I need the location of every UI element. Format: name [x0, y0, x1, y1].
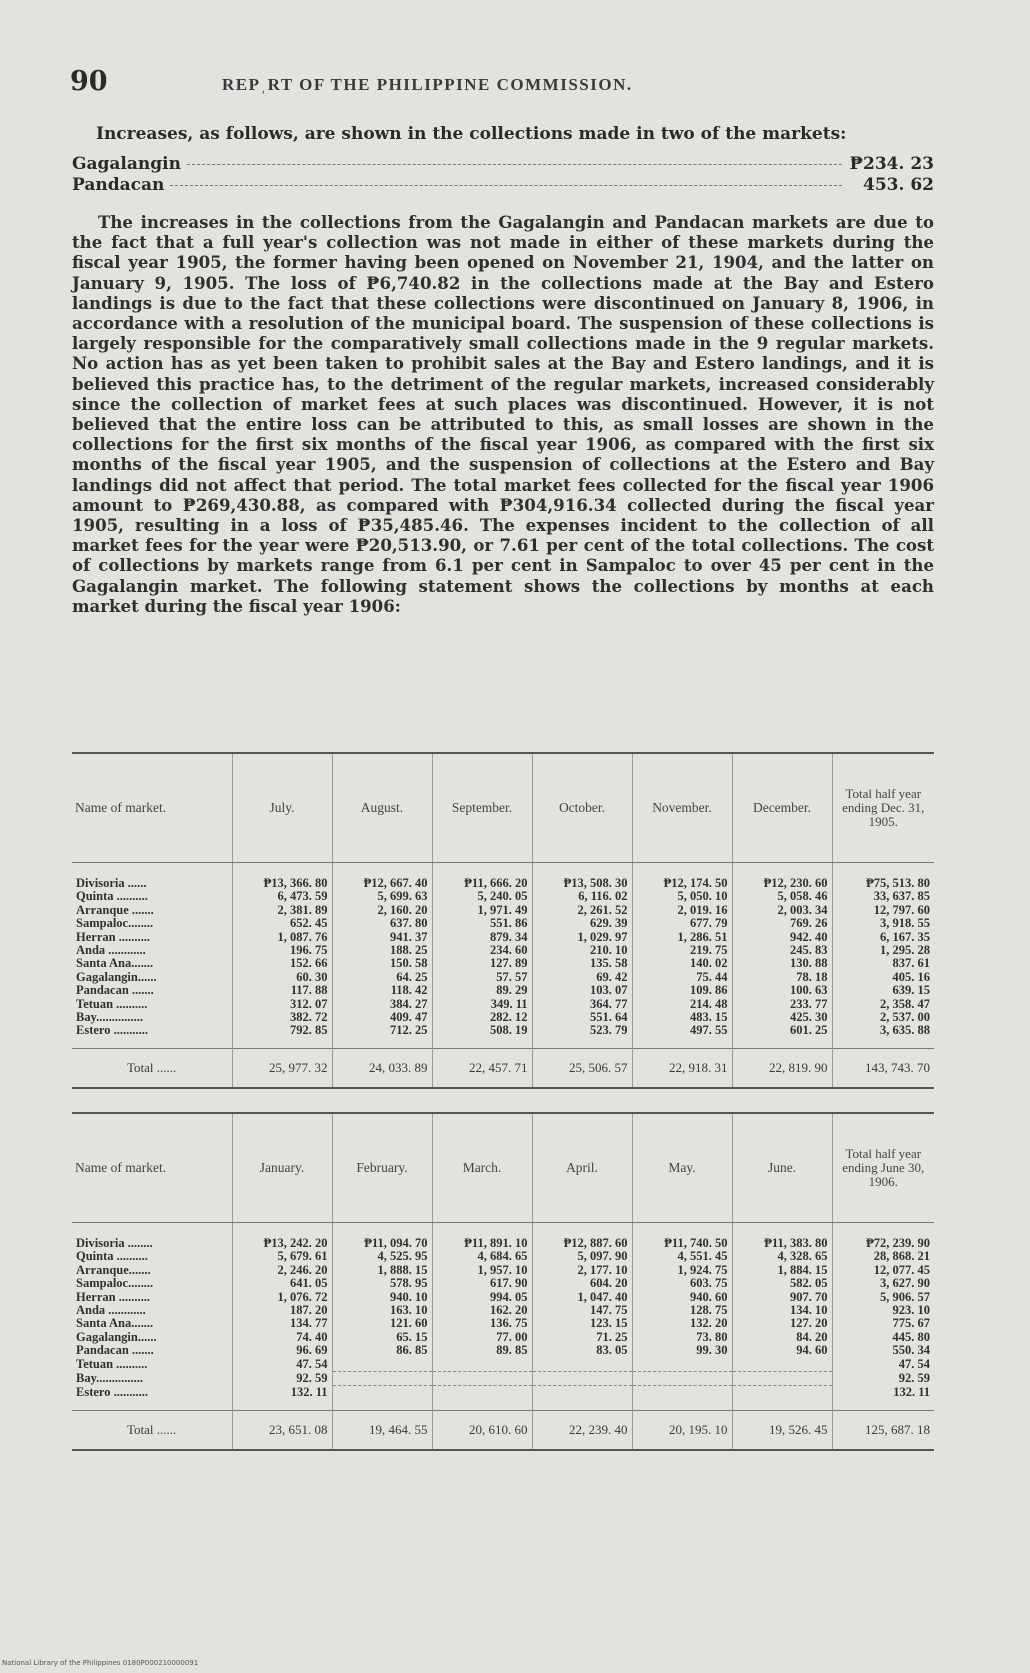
- table-row: [72, 890, 934, 903]
- increases-list: [72, 154, 934, 196]
- amount-cell: 508. 19: [432, 1024, 532, 1048]
- amount-cell: 140. 02: [632, 957, 732, 970]
- total-amount-cell: 22, 918. 31: [632, 1048, 732, 1088]
- amount-cell: 77. 00: [432, 1331, 532, 1344]
- total-amount-cell: 143, 743. 70: [832, 1048, 934, 1088]
- collections-table-first-half: [72, 752, 934, 1089]
- amount-cell: ₱12, 887. 60: [532, 1223, 632, 1251]
- market-name-cell: Quinta ..........: [76, 889, 148, 904]
- amount-cell: 210. 10: [532, 944, 632, 957]
- amount-cell: 6, 167. 35: [832, 931, 934, 944]
- amount-cell: 409. 47: [332, 1011, 432, 1024]
- amount-cell: 127. 89: [432, 957, 532, 970]
- amount-cell: 550. 34: [832, 1344, 934, 1357]
- market-name-cell: Herran ..........: [76, 929, 150, 944]
- market-name-cell: Sampaloc........: [76, 916, 154, 931]
- total-amount-cell: 25, 977. 32: [232, 1048, 332, 1088]
- amount-cell: 121. 60: [332, 1317, 432, 1330]
- market-name-cell: Anda ............: [76, 1303, 146, 1318]
- amount-cell: [332, 1358, 432, 1372]
- market-name-cell: Arranque .......: [76, 902, 154, 917]
- total-amount-cell: 19, 464. 55: [332, 1410, 432, 1450]
- amount-cell: 86. 85: [332, 1344, 432, 1357]
- amount-cell: 1, 957. 10: [432, 1264, 532, 1277]
- total-amount-cell: 125, 687. 18: [832, 1410, 934, 1450]
- amount-cell: 382. 72: [232, 1011, 332, 1024]
- amount-cell: 100. 63: [732, 984, 832, 997]
- amount-cell: 923. 10: [832, 1304, 934, 1317]
- amount-cell: 134. 10: [732, 1304, 832, 1317]
- market-name-cell: Herran ..........: [76, 1289, 150, 1304]
- amount-cell: 1, 286. 51: [632, 931, 732, 944]
- total-label: Total ......: [72, 1048, 232, 1088]
- amount-cell: ₱13, 242. 20: [232, 1223, 332, 1251]
- amount-cell: 712. 25: [332, 1024, 432, 1048]
- amount-cell: [432, 1386, 532, 1410]
- amount-cell: 2, 160. 20: [332, 904, 432, 917]
- amount-cell: [732, 1358, 832, 1372]
- amount-cell: [632, 1386, 732, 1410]
- amount-cell: 109. 86: [632, 984, 732, 997]
- amount-cell: 775. 67: [832, 1317, 934, 1330]
- table-row: [72, 1358, 934, 1372]
- amount-cell: 75. 44: [632, 971, 732, 984]
- amount-cell: 57. 57: [432, 971, 532, 984]
- amount-cell: [332, 1386, 432, 1410]
- amount-cell: 130. 88: [732, 957, 832, 970]
- market-name-cell: Gagalangin......: [76, 969, 157, 984]
- amount-cell: 629. 39: [532, 917, 632, 930]
- amount-cell: 4, 525. 95: [332, 1250, 432, 1263]
- amount-cell: 187. 20: [232, 1304, 332, 1317]
- table-row: [72, 863, 934, 891]
- amount-cell: 94. 60: [732, 1344, 832, 1357]
- table-header-row: [72, 753, 934, 863]
- amount-cell: 2, 261. 52: [532, 904, 632, 917]
- amount-cell: 128. 75: [632, 1304, 732, 1317]
- amount-cell: 425. 30: [732, 1011, 832, 1024]
- amount-cell: 152. 66: [232, 957, 332, 970]
- table-row: [72, 1386, 934, 1410]
- column-header-month: March.: [432, 1113, 532, 1223]
- amount-cell: 163. 10: [332, 1304, 432, 1317]
- amount-cell: 405. 16: [832, 971, 934, 984]
- market-name-cell: Quinta ..........: [76, 1249, 148, 1264]
- amount-cell: 60. 30: [232, 971, 332, 984]
- table-row: [72, 1277, 934, 1290]
- amount-cell: 214. 48: [632, 998, 732, 1011]
- intro-sentence: Increases, as follows, are shown in the collections made in two of the markets:: [96, 124, 847, 144]
- total-label: Total ......: [72, 1410, 232, 1450]
- total-amount-cell: 24, 033. 89: [332, 1048, 432, 1088]
- amount-cell: 92. 59: [232, 1372, 332, 1386]
- table-row: [72, 957, 934, 970]
- total-amount-cell: 22, 457. 71: [432, 1048, 532, 1088]
- amount-cell: 617. 90: [432, 1277, 532, 1290]
- amount-cell: 127. 20: [732, 1317, 832, 1330]
- amount-cell: 132. 11: [832, 1386, 934, 1410]
- table-row: [72, 984, 934, 997]
- amount-cell: 84. 20: [732, 1331, 832, 1344]
- amount-cell: 5, 240. 05: [432, 890, 532, 903]
- table-total-row: [72, 1410, 934, 1450]
- table-row: [72, 1317, 934, 1330]
- amount-cell: 150. 58: [332, 957, 432, 970]
- amount-cell: 879. 34: [432, 931, 532, 944]
- amount-cell: ₱12, 667. 40: [332, 863, 432, 891]
- total-amount-cell: 22, 239. 40: [532, 1410, 632, 1450]
- column-header-name: Name of market.: [72, 753, 232, 863]
- market-name-cell: Estero ...........: [76, 1023, 148, 1038]
- amount-cell: 792. 85: [232, 1024, 332, 1048]
- amount-cell: ₱12, 230. 60: [732, 863, 832, 891]
- table-row: [72, 1024, 934, 1048]
- amount-cell: 2, 537. 00: [832, 1011, 934, 1024]
- increase-row: [72, 154, 934, 175]
- market-name-cell: Pandacan .......: [76, 1343, 154, 1358]
- amount-cell: ₱11, 891. 10: [432, 1223, 532, 1251]
- amount-cell: 940. 10: [332, 1291, 432, 1304]
- amount-cell: 5, 906. 57: [832, 1291, 934, 1304]
- amount-cell: [732, 1372, 832, 1386]
- table-row: [72, 1264, 934, 1277]
- amount-cell: 162. 20: [432, 1304, 532, 1317]
- amount-cell: 641. 05: [232, 1277, 332, 1290]
- market-name-cell: Divisoria ......: [76, 876, 147, 890]
- increase-row: [72, 175, 934, 196]
- amount-cell: ₱11, 740. 50: [632, 1223, 732, 1251]
- amount-cell: 652. 45: [232, 917, 332, 930]
- amount-cell: 677. 79: [632, 917, 732, 930]
- amount-cell: 64. 25: [332, 971, 432, 984]
- amount-cell: 136. 75: [432, 1317, 532, 1330]
- market-name-cell: Santa Ana.......: [76, 1316, 154, 1331]
- amount-cell: 582. 05: [732, 1277, 832, 1290]
- amount-cell: [632, 1372, 732, 1386]
- amount-cell: 6, 473. 59: [232, 890, 332, 903]
- amount-cell: 196. 75: [232, 944, 332, 957]
- amount-cell: 74. 40: [232, 1331, 332, 1344]
- amount-cell: 83. 05: [532, 1344, 632, 1357]
- amount-cell: 92. 59: [832, 1372, 934, 1386]
- table-row: [72, 904, 934, 917]
- total-amount-cell: 20, 610. 60: [432, 1410, 532, 1450]
- amount-cell: 132. 20: [632, 1317, 732, 1330]
- market-name-cell: Divisoria ........: [76, 1236, 153, 1250]
- amount-cell: 4, 551. 45: [632, 1250, 732, 1263]
- amount-cell: [532, 1372, 632, 1386]
- amount-cell: 941. 37: [332, 931, 432, 944]
- amount-cell: ₱11, 666. 20: [432, 863, 532, 891]
- amount-cell: 994. 05: [432, 1291, 532, 1304]
- column-header-month: October.: [532, 753, 632, 863]
- amount-cell: 601. 25: [732, 1024, 832, 1048]
- amount-cell: 1, 087. 76: [232, 931, 332, 944]
- total-amount-cell: 22, 819. 90: [732, 1048, 832, 1088]
- amount-cell: 132. 11: [232, 1386, 332, 1410]
- amount-cell: 118. 42: [332, 984, 432, 997]
- amount-cell: 2, 019. 16: [632, 904, 732, 917]
- amount-cell: 3, 918. 55: [832, 917, 934, 930]
- dot-leader: [170, 185, 842, 186]
- amount-cell: 78. 18: [732, 971, 832, 984]
- amount-cell: 3, 627. 90: [832, 1277, 934, 1290]
- page-number: 90: [70, 66, 108, 97]
- increase-label: Gagalangin: [72, 154, 181, 174]
- amount-cell: 1, 295. 28: [832, 944, 934, 957]
- table-row: [72, 917, 934, 930]
- amount-cell: 117. 88: [232, 984, 332, 997]
- amount-cell: 233. 77: [732, 998, 832, 1011]
- table-row: [72, 944, 934, 957]
- market-name-cell: Bay...............: [76, 1010, 144, 1025]
- amount-cell: [732, 1386, 832, 1410]
- amount-cell: [532, 1358, 632, 1372]
- total-amount-cell: 20, 195. 10: [632, 1410, 732, 1450]
- amount-cell: [432, 1358, 532, 1372]
- total-amount-cell: 23, 651. 08: [232, 1410, 332, 1450]
- amount-cell: 604. 20: [532, 1277, 632, 1290]
- amount-cell: ₱13, 366. 80: [232, 863, 332, 891]
- table-row: [72, 971, 934, 984]
- amount-cell: ₱11, 094. 70: [332, 1223, 432, 1251]
- table-total-row: [72, 1048, 934, 1088]
- table-row: [72, 1331, 934, 1344]
- amount-cell: ₱13, 508. 30: [532, 863, 632, 891]
- running-head: REPˌRT OF THE PHILIPPINE COMMISSION.: [222, 75, 633, 94]
- amount-cell: 28, 868. 21: [832, 1250, 934, 1263]
- amount-cell: 497. 55: [632, 1024, 732, 1048]
- amount-cell: 364. 77: [532, 998, 632, 1011]
- column-header-total: Total half year ending Dec. 31, 1905.: [832, 753, 934, 863]
- market-name-cell: Tetuan ..........: [76, 1356, 148, 1371]
- amount-cell: 3, 635. 88: [832, 1024, 934, 1048]
- column-header-total: Total half year ending June 30, 1906.: [832, 1113, 934, 1223]
- amount-cell: [632, 1358, 732, 1372]
- amount-cell: 12, 797. 60: [832, 904, 934, 917]
- amount-cell: 6, 116. 02: [532, 890, 632, 903]
- amount-cell: 89. 85: [432, 1344, 532, 1357]
- table-row: [72, 1344, 934, 1357]
- table-row: [72, 1250, 934, 1263]
- column-header-month: December.: [732, 753, 832, 863]
- amount-cell: 47. 54: [232, 1358, 332, 1372]
- amount-cell: 2, 358. 47: [832, 998, 934, 1011]
- body-paragraph: The increases in the collections from the Gagalangin and Pandacan markets are due to the fact that a full year's collection was not made in either of these markets during the fiscal year 1905, the former having been opened on November 21, 1904, and the latter on January 9, 1905. The loss of ₱6,740.82 in the collections made at the Bay and Estero landings is due to the fact that these collections were discontinued on January 8, 1906, in accordance with a resolution of the municipal board. The suspension of these collections is largely responsible for the comparatively small collections made in the 9 regular markets. No action has as yet been taken to prohibit sales at the Bay and Estero landings, and it is believed this practice has, to the detriment of the regular markets, increased considerably since the collection of market fees at such places was discontinued. However, it is not believed that the entire loss can be attributed to this, as small losses are shown in the collections for the first six months of the fiscal year 1906, as compared with the first six months of the fiscal year 1905, and the suspension of collections at the Estero and Bay landings did not affect that period. The total market fees collected for the fiscal year 1906 amount to ₱269,430.88, as compared with ₱304,916.34 collected during the fiscal year 1905, resulting in a loss of ₱35,485.46. The expenses incident to the collection of all market fees for the year were ₱20,513.90, or 7.61 per cent of the total collections. The cost of collections by markets range from 6.1 per cent in Sampaloc to over 45 per cent in the Gagalangin market. The following statement shows the collections by months at each market during the fiscal year 1906:: [72, 212, 934, 616]
- amount-cell: 5, 097. 90: [532, 1250, 632, 1263]
- amount-cell: 33, 637. 85: [832, 890, 934, 903]
- amount-cell: 219. 75: [632, 944, 732, 957]
- market-name-cell: Anda ............: [76, 943, 146, 958]
- amount-cell: 5, 050. 10: [632, 890, 732, 903]
- amount-cell: 4, 684. 65: [432, 1250, 532, 1263]
- table-row: [72, 1223, 934, 1251]
- market-name-cell: Bay...............: [76, 1371, 144, 1386]
- amount-cell: 2, 246. 20: [232, 1264, 332, 1277]
- dot-leader: [187, 164, 842, 165]
- amount-cell: 603. 75: [632, 1277, 732, 1290]
- column-header-name: Name of market.: [72, 1113, 232, 1223]
- table-row: [72, 1011, 934, 1024]
- amount-cell: 135. 58: [532, 957, 632, 970]
- table-row: [72, 1291, 934, 1304]
- table-row: [72, 1304, 934, 1317]
- amount-cell: 5, 679. 61: [232, 1250, 332, 1263]
- table-row: [72, 1372, 934, 1386]
- amount-cell: 349. 11: [432, 998, 532, 1011]
- amount-cell: ₱11, 383. 80: [732, 1223, 832, 1251]
- column-header-month: June.: [732, 1113, 832, 1223]
- amount-cell: 282. 12: [432, 1011, 532, 1024]
- amount-cell: 1, 884. 15: [732, 1264, 832, 1277]
- total-amount-cell: 19, 526. 45: [732, 1410, 832, 1450]
- amount-cell: 1, 047. 40: [532, 1291, 632, 1304]
- market-name-cell: Gagalangin......: [76, 1329, 157, 1344]
- amount-cell: 89. 29: [432, 984, 532, 997]
- market-name-cell: Pandacan .......: [76, 983, 154, 998]
- amount-cell: ₱72, 239. 90: [832, 1223, 934, 1251]
- amount-cell: 1, 076. 72: [232, 1291, 332, 1304]
- amount-cell: 1, 971. 49: [432, 904, 532, 917]
- amount-cell: 188. 25: [332, 944, 432, 957]
- amount-cell: [532, 1386, 632, 1410]
- amount-cell: 103. 07: [532, 984, 632, 997]
- amount-cell: 5, 058. 46: [732, 890, 832, 903]
- amount-cell: 1, 924. 75: [632, 1264, 732, 1277]
- increase-amount: 453. 62: [863, 175, 934, 195]
- amount-cell: 245. 83: [732, 944, 832, 957]
- amount-cell: 5, 699. 63: [332, 890, 432, 903]
- column-header-month: July.: [232, 753, 332, 863]
- amount-cell: [332, 1372, 432, 1386]
- amount-cell: 47. 54: [832, 1358, 934, 1372]
- amount-cell: 445. 80: [832, 1331, 934, 1344]
- amount-cell: 2, 381. 89: [232, 904, 332, 917]
- amount-cell: 12, 077. 45: [832, 1264, 934, 1277]
- amount-cell: 639. 15: [832, 984, 934, 997]
- table-row: [72, 931, 934, 944]
- market-name-cell: Arranque.......: [76, 1262, 151, 1277]
- market-name-cell: Tetuan ..........: [76, 996, 148, 1011]
- amount-cell: 73. 80: [632, 1331, 732, 1344]
- increase-amount: ₱234. 23: [849, 154, 934, 174]
- increase-label: Pandacan: [72, 175, 165, 195]
- footer-credit: National Library of the Philippines 0180P000210000091: [2, 1659, 199, 1667]
- amount-cell: 234. 60: [432, 944, 532, 957]
- amount-cell: 483. 15: [632, 1011, 732, 1024]
- table-header-row: [72, 1113, 934, 1223]
- amount-cell: 65. 15: [332, 1331, 432, 1344]
- amount-cell: 99. 30: [632, 1344, 732, 1357]
- amount-cell: 578. 95: [332, 1277, 432, 1290]
- amount-cell: 2, 003. 34: [732, 904, 832, 917]
- collections-table-second-half: [72, 1112, 934, 1451]
- amount-cell: 123. 15: [532, 1317, 632, 1330]
- market-name-cell: Estero ...........: [76, 1385, 148, 1400]
- amount-cell: [432, 1372, 532, 1386]
- amount-cell: 4, 328. 65: [732, 1250, 832, 1263]
- amount-cell: 551. 64: [532, 1011, 632, 1024]
- column-header-month: September.: [432, 753, 532, 863]
- amount-cell: ₱12, 174. 50: [632, 863, 732, 891]
- market-name-cell: Santa Ana.......: [76, 956, 154, 971]
- column-header-month: January.: [232, 1113, 332, 1223]
- amount-cell: 637. 80: [332, 917, 432, 930]
- amount-cell: 96. 69: [232, 1344, 332, 1357]
- market-name-cell: Sampaloc........: [76, 1276, 154, 1291]
- column-header-month: May.: [632, 1113, 732, 1223]
- amount-cell: 312. 07: [232, 998, 332, 1011]
- total-amount-cell: 25, 506. 57: [532, 1048, 632, 1088]
- amount-cell: ₱75, 513. 80: [832, 863, 934, 891]
- amount-cell: 523. 79: [532, 1024, 632, 1048]
- amount-cell: 134. 77: [232, 1317, 332, 1330]
- amount-cell: 940. 60: [632, 1291, 732, 1304]
- amount-cell: 837. 61: [832, 957, 934, 970]
- amount-cell: 942. 40: [732, 931, 832, 944]
- amount-cell: 2, 177. 10: [532, 1264, 632, 1277]
- amount-cell: 769. 26: [732, 917, 832, 930]
- column-header-month: August.: [332, 753, 432, 863]
- amount-cell: 69. 42: [532, 971, 632, 984]
- amount-cell: 551. 86: [432, 917, 532, 930]
- amount-cell: 147. 75: [532, 1304, 632, 1317]
- page-header: [70, 66, 930, 106]
- amount-cell: 1, 888. 15: [332, 1264, 432, 1277]
- column-header-month: April.: [532, 1113, 632, 1223]
- amount-cell: 384. 27: [332, 998, 432, 1011]
- column-header-month: November.: [632, 753, 732, 863]
- amount-cell: 71. 25: [532, 1331, 632, 1344]
- amount-cell: 907. 70: [732, 1291, 832, 1304]
- table-row: [72, 998, 934, 1011]
- column-header-month: February.: [332, 1113, 432, 1223]
- amount-cell: 1, 029. 97: [532, 931, 632, 944]
